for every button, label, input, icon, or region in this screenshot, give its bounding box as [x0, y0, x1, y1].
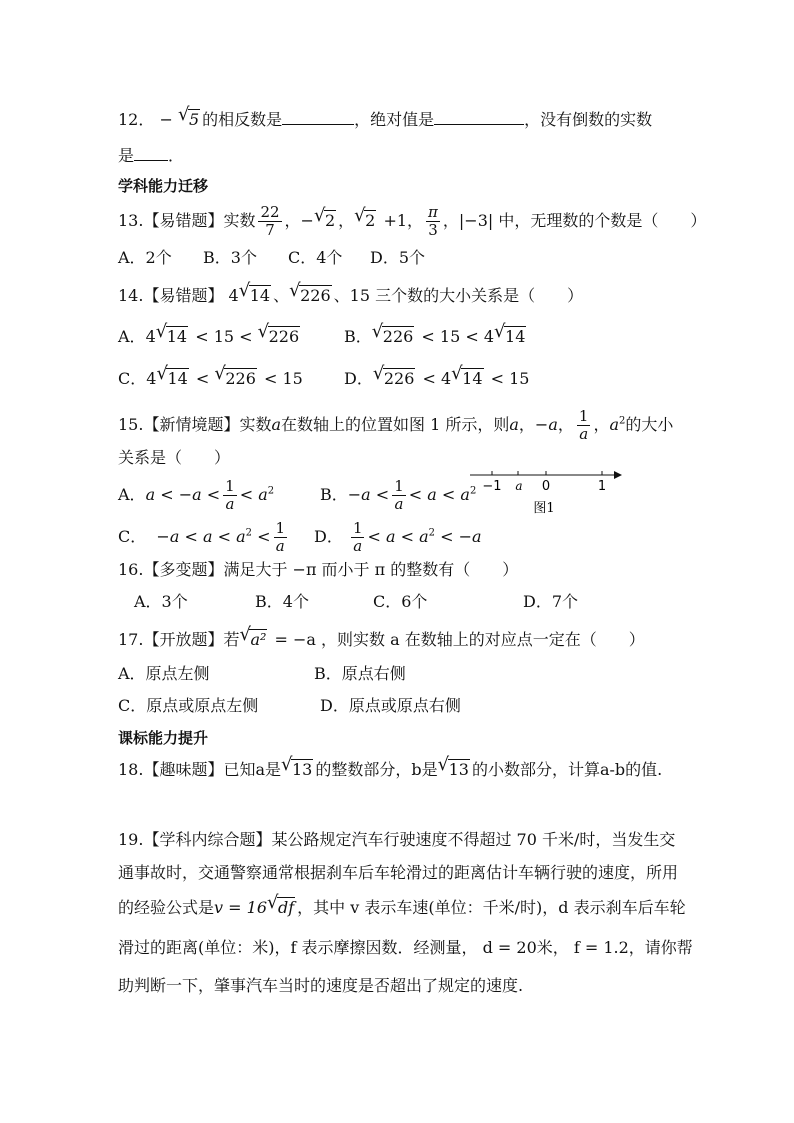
- q15-var-a: a: [271, 415, 281, 434]
- sqrt-5: √ 5: [177, 104, 200, 129]
- q16-option-c[interactable]: C．6个: [373, 592, 428, 611]
- q15-tail: 的大小: [625, 415, 674, 434]
- q19-line5: 助判断一下，肇事汽车当时的速度是否超出了规定的速度.: [118, 976, 524, 995]
- q12-text4: 是: [118, 146, 135, 165]
- number-line-figure: [466, 466, 628, 518]
- q15-option-b[interactable]: B．−a < $\frac{1}{a}$ < $a < a^2$: [320, 477, 477, 513]
- q15-var-a2: a: [509, 415, 519, 434]
- section-title-1: 学科能力迁移: [118, 177, 209, 195]
- q12-text2: ，绝对值是: [354, 110, 435, 129]
- q14-option-c[interactable]: C．4 √ 14 < √ 226 < 15: [118, 363, 303, 388]
- q17-option-b[interactable]: B．原点右侧: [314, 664, 406, 683]
- q18-line: [118, 754, 663, 782]
- q19-l3b: ，其中 v 表示车速(单位：千米/时)，d 表示刹车后车轮: [297, 898, 686, 917]
- q17-option-c[interactable]: C．原点或原点左侧: [118, 696, 259, 715]
- tick-label-a: a: [515, 479, 523, 493]
- q19-line4: 滑过的距离(单位：米)，f 表示摩擦因数．经测量， d = 20米， f = 1.2，请你帮: [118, 938, 693, 957]
- q14-line: [118, 280, 584, 308]
- q19-l3a: 的经验公式是: [118, 898, 215, 917]
- q13-prefix: 13.【易错题】实数: [118, 211, 256, 230]
- tick-label-minus-1: −1: [482, 479, 502, 494]
- sqrt-2-a: √ 2: [313, 205, 336, 230]
- q13-comma: ，: [338, 211, 355, 230]
- q16-option-a[interactable]: A．3个: [134, 592, 188, 611]
- figure-caption: 图1: [533, 501, 555, 516]
- q15-sep3: ，: [593, 415, 610, 434]
- q15-line2: 关系是（ ）: [118, 448, 231, 467]
- sqrt-a-squared: √ a²: [239, 624, 267, 649]
- q12-line1: [118, 106, 652, 132]
- q19-formula: v = 16: [214, 898, 267, 917]
- q14-option-a[interactable]: A．4 √ 14 < 15 < √ 226: [118, 321, 300, 346]
- q17-option-a[interactable]: A．原点左侧: [118, 664, 210, 683]
- q18-text3: 的小数部分，计算a-b的值.: [471, 760, 663, 779]
- q13-option-d[interactable]: D．5个: [370, 248, 426, 267]
- q13-option-a[interactable]: A．2个: [118, 248, 172, 267]
- sqrt-2-b: √ 2: [354, 205, 376, 230]
- q15-mid: 在数轴上的位置如图 1 所示，则: [281, 415, 510, 434]
- q12-prefix: 12． −: [118, 110, 173, 129]
- q17-option-d[interactable]: D．原点或原点右侧: [320, 696, 461, 715]
- tick-label-0: 0: [541, 479, 551, 494]
- q13-line: [118, 204, 706, 239]
- fraction-pi-3: $\frac{\pi}{3}$: [428, 203, 438, 239]
- q14-tail: 、15 三个数的大小关系是（ ）: [333, 286, 584, 305]
- q12-text3: ，没有倒数的实数: [524, 110, 653, 129]
- q15-option-c[interactable]: C． $-a < a < a^2$ < $\frac{1}{a}$: [118, 519, 286, 555]
- fraction-22-7: $\frac{22}{7}$: [260, 203, 280, 239]
- q17-prefix: 17.【开放题】若: [118, 630, 240, 649]
- q15-prefix: 15.【新情境题】实数: [118, 415, 272, 434]
- q12-text5: ．: [168, 146, 185, 165]
- q16-line: 16.【多变题】满足大于 −π 而小于 π 的整数有（ ）: [118, 560, 519, 579]
- q12-blank-no-reciprocal[interactable]: [134, 142, 168, 161]
- q16-option-b[interactable]: B．4个: [255, 592, 309, 611]
- sqrt-226: √ 226: [289, 280, 331, 305]
- q14-sep: 、: [273, 286, 290, 305]
- section-title-2: 课标能力提升: [118, 729, 209, 747]
- sqrt-14: √ 14: [238, 280, 271, 305]
- q14-coef: 4: [228, 286, 239, 305]
- q15-line1: 15.【新情境题】实数a在数轴上的位置如图 1 所示，则a，−a， $\frac{1}{a}$ ，$a^2$的大小: [118, 407, 674, 443]
- q13-option-c[interactable]: C．4个: [288, 248, 343, 267]
- q14-option-b[interactable]: B． √ 226 < 15 < 4 √ 14: [344, 321, 526, 346]
- fraction-1-a: $\frac{1}{a}$: [578, 407, 589, 443]
- sqrt-df: √ df: [267, 892, 295, 917]
- q19-line1: 19.【学科内综合题】某公路规定汽车行驶速度不得超过 70 千米/时，当发生交: [118, 830, 676, 849]
- q12-line2: [118, 142, 184, 168]
- number-line-arrow: [614, 471, 622, 479]
- q15-option-a[interactable]: A．a < −a < $\frac{1}{a}$ < $a^2$: [118, 477, 275, 513]
- q18-text1: 18.【趣味题】已知a是: [118, 760, 281, 779]
- q13-plus: +1，: [378, 211, 424, 230]
- q16-option-d[interactable]: D．7个: [523, 592, 579, 611]
- sqrt-13-a: √ 13: [281, 754, 313, 779]
- q15-option-d[interactable]: D． $\frac{1}{a}$ < $a < a^2 < -a$: [314, 519, 482, 555]
- q14-prefix: 14.【易错题】: [118, 286, 224, 305]
- q15-sep2: ，: [557, 415, 574, 434]
- q13-neg: ，−: [284, 211, 314, 230]
- q15-var-a3: a: [548, 415, 558, 434]
- q17-line: [118, 624, 645, 652]
- q13-option-b[interactable]: B．3个: [203, 248, 257, 267]
- q13-tail: ，|−3| 中，无理数的个数是（ ）: [442, 211, 707, 230]
- sqrt-13-b: √ 13: [437, 754, 469, 779]
- q18-text2: 的整数部分，b是: [315, 760, 438, 779]
- tick-label-1: 1: [597, 479, 607, 494]
- q14-option-d[interactable]: D． √ 226 < 4 √ 14 < 15: [344, 363, 530, 388]
- q12-blank-opposite[interactable]: [282, 106, 354, 125]
- q12-text1: 的相反数是: [202, 110, 283, 129]
- q19-line3: [118, 892, 686, 920]
- q15-sep: ，−: [518, 415, 549, 434]
- q19-line2: 通事故时，交通警察通常根据刹车后车轮滑过的距离估计车辆行驶的速度，所用: [118, 863, 679, 882]
- q17-tail: = −a ，则实数 a 在数轴上的对应点一定在（ ）: [269, 630, 645, 649]
- q12-blank-abs[interactable]: [434, 106, 524, 125]
